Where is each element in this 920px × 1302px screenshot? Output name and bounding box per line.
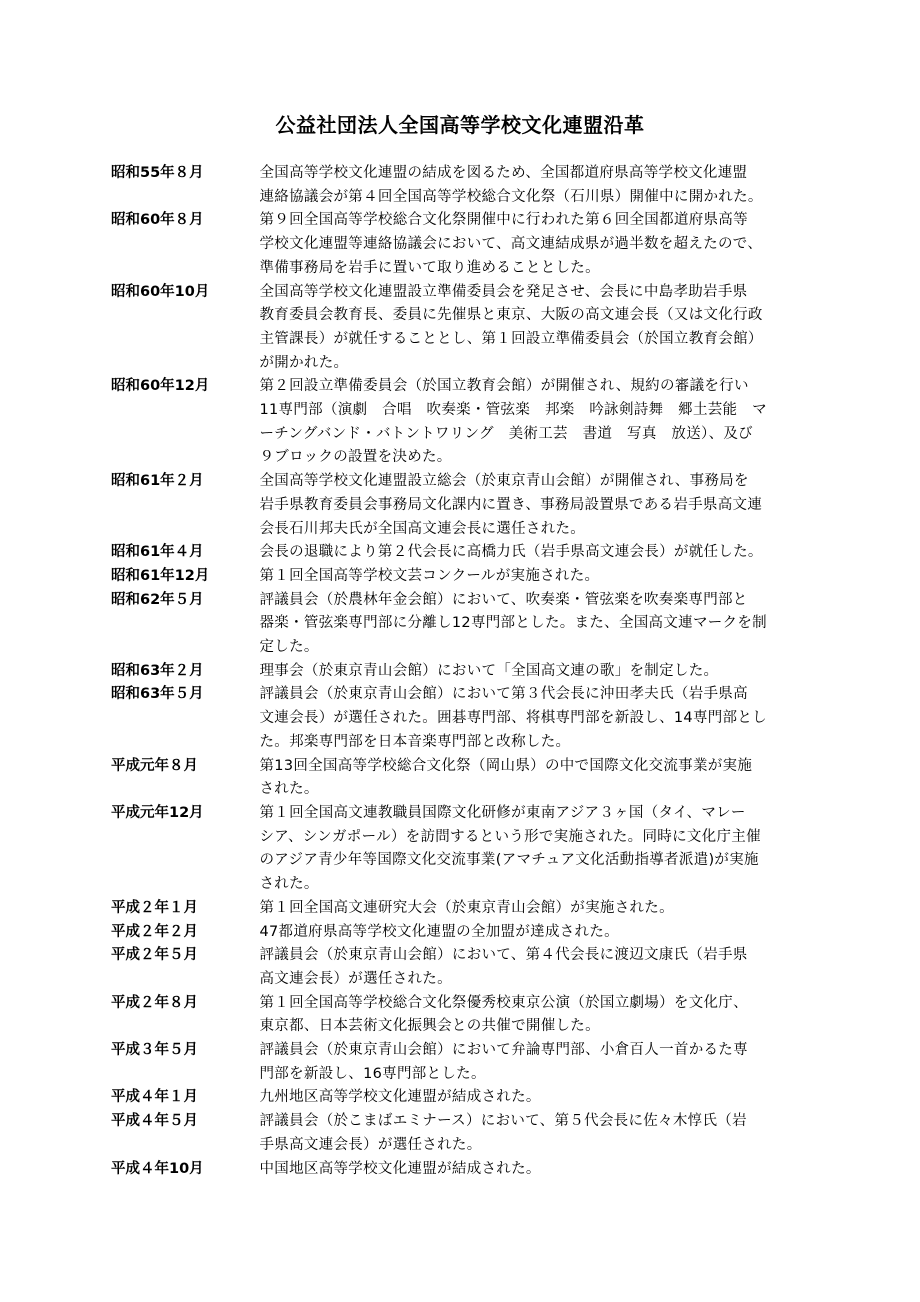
entry-text bbox=[245, 565, 811, 589]
entry-text bbox=[245, 589, 811, 660]
entry-text-line: 第１回全国高等学校総合文化祭優秀校東京公演（於国立劇場）を文化庁、 bbox=[259, 994, 748, 1011]
history-entry bbox=[111, 897, 811, 921]
entry-text bbox=[245, 1039, 811, 1086]
entry-date: 昭和61年４月 bbox=[111, 544, 204, 561]
entry-text-line: 文連会長）が選任された。囲碁専門部、将棋専門部を新設し、14専門部とし bbox=[259, 710, 767, 727]
history-entry bbox=[111, 802, 811, 897]
history-entry bbox=[111, 921, 811, 945]
entry-date: 平成元年８月 bbox=[111, 757, 198, 774]
entry-text bbox=[245, 897, 811, 921]
entry-text-line: 定した。 bbox=[259, 639, 319, 656]
entry-text-line: た。邦楽専門部を日本音楽専門部と改称した。 bbox=[259, 733, 571, 750]
entry-date: 平成２年５月 bbox=[111, 947, 198, 964]
entry-date: 平成２年１月 bbox=[111, 899, 198, 916]
entry-text-line: 評議員会（於東京青山会館）において、第４代会長に渡辺文康氏（岩手県 bbox=[259, 947, 748, 964]
history-entry bbox=[111, 1039, 811, 1086]
entry-text-line: 岩手県教育委員会事務局文化課内に置き、事務局設置県である岩手県高文連 bbox=[259, 496, 763, 513]
entry-text-line: 第13回全国高等学校総合文化祭（岡山県）の中で国際文化交流事業が実施 bbox=[259, 757, 753, 774]
entry-text bbox=[245, 944, 811, 991]
entry-text bbox=[245, 1086, 811, 1110]
history-entry bbox=[111, 944, 811, 991]
entry-text-line: 全国高等学校文化連盟の結成を図るため、全国都道府県高等学校文化連盟 bbox=[259, 165, 748, 181]
entry-text-line: 評議員会（於東京青山会館）において弁論専門部、小倉百人一首かるた専 bbox=[259, 1042, 748, 1059]
entry-date: 昭和62年５月 bbox=[111, 591, 204, 608]
entry-text bbox=[245, 992, 811, 1039]
entry-text-line: 第２回設立準備委員会（於国立教育会館）が開催され、規約の審議を行い bbox=[259, 378, 749, 395]
entry-text-line: 全国高等学校文化連盟設立準備委員会を発足させ、会長に中島孝助岩手県 bbox=[259, 283, 748, 300]
entry-text-line: 門部を新設し、16専門部とした。 bbox=[259, 1065, 486, 1082]
entry-text-line: ーチングバンド・バトントワリング 美術工芸 書道 写真 放送）、及び bbox=[259, 425, 753, 442]
entry-text-line: 評議員会（於こまばエミナース）において、第５代会長に佐々木惇氏（岩 bbox=[259, 1113, 747, 1130]
entry-text bbox=[245, 470, 811, 541]
entry-text-line: 九州地区高等学校文化連盟が結成された。 bbox=[259, 1089, 541, 1106]
entry-text bbox=[245, 755, 811, 802]
entry-date: 平成元年12月 bbox=[111, 804, 204, 821]
entry-text-line: ９ブロックの設置を決めた。 bbox=[259, 449, 452, 466]
entry-text-line: 第１回全国高文連研究大会（於東京青山会館）が実施された。 bbox=[259, 899, 674, 916]
entry-text-line: 教育委員会教育長、委員に先催県と東京、大阪の高文連会長（又は文化行政 bbox=[259, 307, 763, 324]
entry-date: 昭和61年２月 bbox=[111, 473, 204, 490]
history-entry bbox=[111, 755, 811, 802]
entry-text-line: された。 bbox=[259, 781, 319, 798]
entry-date: 平成２年２月 bbox=[111, 923, 198, 940]
entry-date: 昭和61年12月 bbox=[111, 567, 210, 584]
entry-text-line: 第９回全国高等学校総合文化祭開催中に行われた第６回全国都道府県高等 bbox=[259, 212, 748, 229]
entry-text bbox=[245, 209, 811, 280]
entry-text-line: 会長石川邦夫氏が全国高文連会長に選任された。 bbox=[259, 520, 586, 537]
history-list bbox=[111, 162, 811, 1181]
entry-text bbox=[245, 802, 811, 897]
history-entry bbox=[111, 281, 811, 376]
entry-text-line: 会長の退職により第２代会長に高橋力氏（岩手県高文連会長）が就任した。 bbox=[259, 544, 763, 561]
entry-date: 平成４年１月 bbox=[111, 1089, 198, 1106]
entry-text-line: 第１回全国高等学校文芸コンクールが実施された。 bbox=[259, 567, 600, 584]
entry-date: 昭和60年８月 bbox=[111, 212, 204, 229]
entry-text-line: 連絡協議会が第４回全国高等学校総合文化祭（石川県）開催中に開かれた。 bbox=[259, 188, 763, 205]
entry-text-line: 東京都、日本芸術文化振興会との共催で開催した。 bbox=[259, 1018, 600, 1035]
entry-text-line: 評議員会（於農林年金会館）において、吹奏楽・管弦楽を吹奏楽専門部と bbox=[259, 591, 748, 608]
page-title: 公益社団法人全国高等学校文化連盟沿革 bbox=[275, 113, 645, 137]
entry-text-line: のアジア青少年等国際文化交流事業(アマチュア文化活動指導者派遣)が実施 bbox=[259, 852, 759, 869]
history-entry bbox=[111, 1086, 811, 1110]
entry-text bbox=[245, 1158, 811, 1182]
entry-text-line: された。 bbox=[259, 876, 319, 893]
entry-text-line: 準備事務局を岩手に置いて取り進めることとした。 bbox=[259, 259, 600, 276]
entry-text bbox=[245, 660, 811, 684]
history-entry bbox=[111, 209, 811, 280]
entry-text bbox=[245, 921, 811, 945]
entry-date: 昭和63年２月 bbox=[111, 662, 204, 679]
entry-date: 昭和60年10月 bbox=[111, 283, 210, 300]
entry-date: 平成２年８月 bbox=[111, 994, 198, 1011]
entry-text-line: 理事会（於東京青山会館）において「全国高文連の歌」を制定した。 bbox=[259, 662, 719, 679]
entry-text-line: 器楽・管弦楽専門部に分離し12専門部とした。また、全国高文連マークを制 bbox=[259, 615, 767, 632]
entry-date: 昭和60年12月 bbox=[111, 378, 210, 395]
entry-date: 昭和63年５月 bbox=[111, 686, 204, 703]
history-entry bbox=[111, 565, 811, 589]
entry-text-line: 中国地区高等学校文化連盟が結成された。 bbox=[259, 1160, 541, 1177]
entry-text-line: 手県高文連会長）が選任された。 bbox=[259, 1136, 482, 1153]
entry-text-line: 11専門部（演劇 合唱 吹奏楽・管弦楽 邦楽 吟詠剣詩舞 郷土芸能 マ bbox=[259, 402, 767, 419]
entry-date: 平成３年５月 bbox=[111, 1042, 198, 1059]
history-entry bbox=[111, 162, 811, 209]
history-entry bbox=[111, 683, 811, 754]
entry-text-line: 高文連会長）が選任された。 bbox=[259, 970, 452, 987]
entry-text-line: 学校文化連盟等連絡協議会において、高文連結成県が過半数を超えたので、 bbox=[259, 236, 763, 253]
history-entry bbox=[111, 1158, 811, 1182]
entry-text-line: 47都道府県高等学校文化連盟の全加盟が達成された。 bbox=[259, 923, 619, 940]
entry-text-line: 評議員会（於東京青山会館）において第３代会長に沖田孝夫氏（岩手県高 bbox=[259, 686, 748, 703]
history-entry bbox=[111, 660, 811, 684]
history-entry bbox=[111, 1110, 811, 1157]
entry-text-line: 主管課長）が就任することとし、第１回設立準備委員会（於国立教育会館） bbox=[259, 330, 763, 347]
history-entry bbox=[111, 470, 811, 541]
entry-text bbox=[245, 375, 811, 470]
entry-text bbox=[245, 162, 811, 209]
entry-date: 昭和55年８月 bbox=[111, 165, 204, 181]
entry-text-line: 全国高等学校文化連盟設立総会（於東京青山会館）が開催され、事務局を bbox=[259, 473, 749, 490]
history-entry bbox=[111, 541, 811, 565]
entry-date: 平成４年５月 bbox=[111, 1113, 198, 1130]
entry-text-line: が開かれた。 bbox=[259, 354, 349, 371]
entry-text bbox=[245, 541, 811, 565]
entry-text bbox=[245, 1110, 811, 1157]
entry-text bbox=[245, 683, 811, 754]
entry-text bbox=[245, 281, 811, 376]
entry-text-line: 第１回全国高文連教職員国際文化研修が東南アジア３ヶ国（タイ、マレー bbox=[259, 804, 746, 821]
history-entry bbox=[111, 992, 811, 1039]
history-entry bbox=[111, 375, 811, 470]
entry-text-line: シア、シンガポール）を訪問するという形で実施された。同時に文化庁主催 bbox=[259, 828, 761, 845]
history-entry bbox=[111, 589, 811, 660]
entry-date: 平成４年10月 bbox=[111, 1160, 204, 1177]
